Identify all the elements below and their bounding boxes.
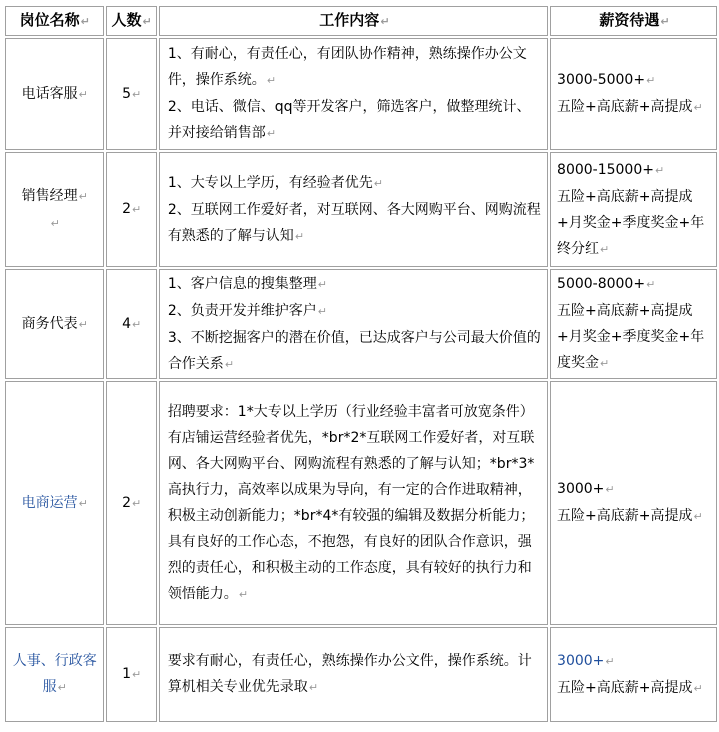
position-cell: 电商运营↵ [5,381,104,625]
position-cell: 销售经理↵ ↵ [5,152,104,267]
header-count: 人数↵ [106,6,156,36]
salary-benefits: 五险+高底薪+高提成↵ [557,679,703,696]
salary-cell [550,627,717,722]
duties-cell [159,38,548,150]
duties-cell [159,381,548,625]
salary-range: 3000-5000+↵ [557,72,656,88]
duty-line: 招聘要求：1*大专以上学历（行业经验丰富者可放宽条件）有店铺运营经验者优先，*br*2*互联网工作爱好者，对互联网、各大网购平台、网购流程有熟悉的了解与认知；*br*3*高执行力，高效率以成果为导向，有一定的合作进取精神，积极主动创新能力；*br*4*有较强的编辑及数据分析能力；具有良好的工作心态，不抱怨，有良好的团队合作意识，强烈的责任心，和积极主动的工作态度，具有较好的执行力和领悟能力。↵ [167,403,535,602]
duty-line: 2、电话、微信、qq等开发客户，筛选客户，做整理统计、并对接给销售部↵ [167,99,531,141]
table-row [5,381,717,625]
position-cell: 电话客服↵ [5,38,104,150]
position-cell: 人事、行政客服↵ [5,627,104,722]
salary-cell [550,152,717,267]
salary-range: 5000-8000+↵ [557,276,656,292]
duty-line: 2、负责开发并维护客户↵ [167,302,327,319]
salary-benefits: 五险+高底薪+高提成↵ [557,508,703,524]
header-salary: 薪资待遇↵ [550,6,717,36]
duties-cell [159,627,548,722]
salary-benefits: 五险+高底薪+高提成↵ [557,99,703,115]
salary-cell [550,269,717,379]
count-cell: 5↵ [106,38,156,150]
count-cell: 1↵ [106,627,156,722]
salary-range: 8000-15000+↵ [557,161,665,178]
duty-line: 1、有耐心，有责任心，有团队协作精神，熟练操作办公文件，操作系统。↵ [167,46,527,88]
salary-range: 3000+↵ [557,652,615,669]
salary-benefits: 五险+高底薪+高提成+月奖金+季度奖金+年终分红↵ [557,188,705,257]
salary-cell [550,38,717,150]
salary-benefits: 五险+高底薪+高提成+月奖金+季度奖金+年度奖金↵ [557,303,705,371]
header-row [5,6,717,36]
salary-range: 3000+↵ [557,481,615,497]
count-cell: 2↵ [106,152,156,267]
table-row [5,152,717,267]
recruitment-table [3,4,719,724]
recruitment-table-wrapper [3,4,719,724]
duty-line: 要求有耐心，有责任心，熟练操作办公文件，操作系统。计算机相关专业优先录取↵ [167,653,532,695]
table-row [5,627,717,722]
table-row [5,38,717,150]
count-cell: 4↵ [106,269,156,379]
duties-cell [159,269,548,379]
count-cell: 2↵ [106,381,156,625]
salary-cell [550,381,717,625]
duty-line: 1、客户信息的搜集整理↵ [167,275,327,292]
duties-cell [159,152,548,267]
header-position: 岗位名称↵ [5,6,104,36]
position-cell: 商务代表↵ [5,269,104,379]
header-duties: 工作内容↵ [159,6,548,36]
duty-line: 3、不断挖掘客户的潜在价值，已达成客户与公司最大价值的合作关系↵ [167,329,541,372]
duty-line: 2、互联网工作爱好者，对互联网、各大网购平台、网购流程有熟悉的了解与认知↵ [167,201,541,244]
duty-line: 1、大专以上学历，有经验者优先↵ [167,174,383,191]
table-row [5,269,717,379]
